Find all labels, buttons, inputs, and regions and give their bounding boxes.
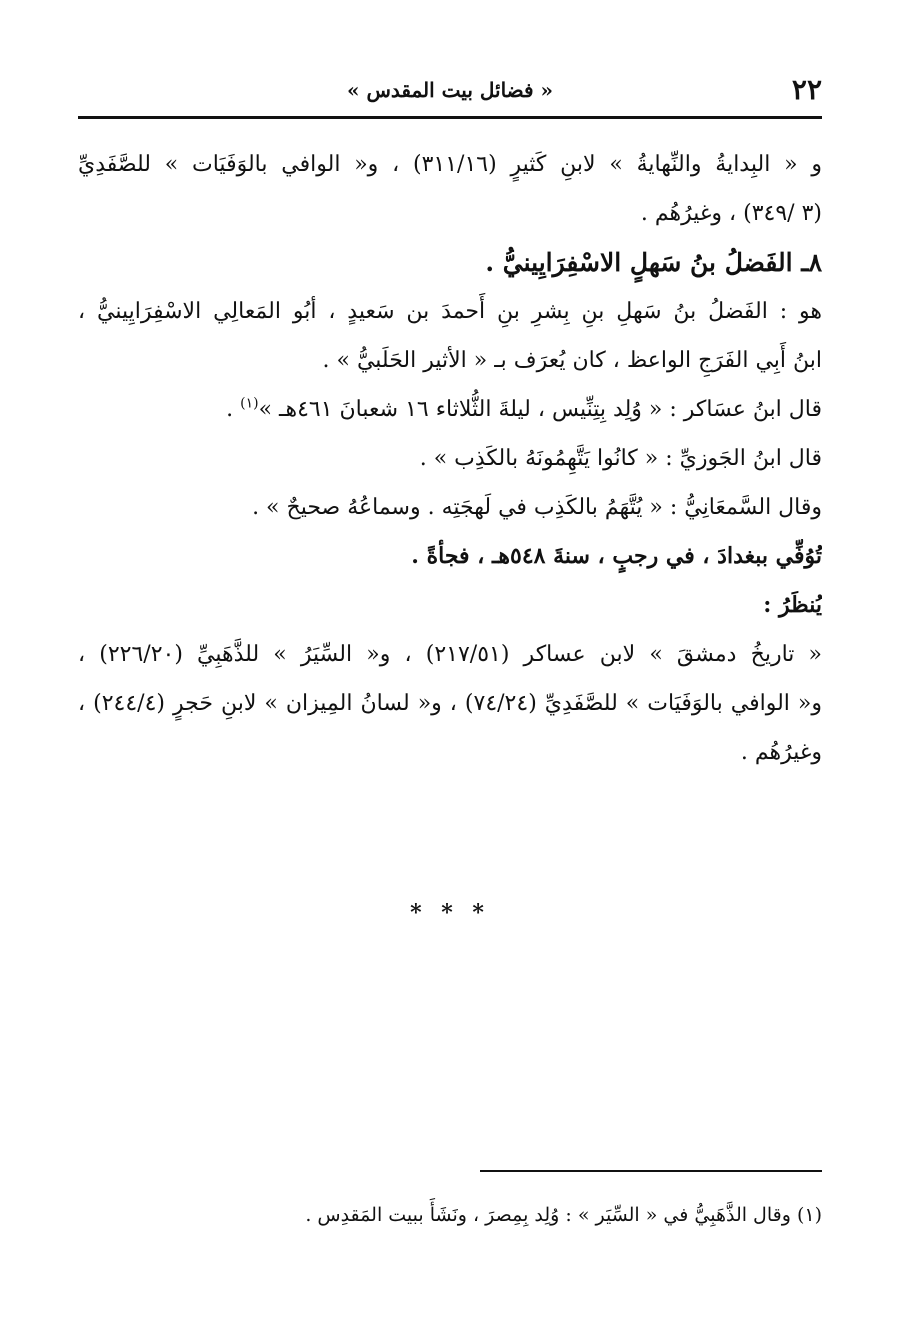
footnote-reference[interactable]: (١) [240,395,259,412]
text-line: و« الوافي بالوَفَيَات » للصَّفَدِيِّ (٧٤/٢٤) ، و« لسانُ المِيزان » لابنِ حَجرٍ (٢٤٤/٤) ، [78,691,822,716]
text-line: وغيرُهُم . [740,740,822,765]
see-also-label: يُنظَرُ : [763,592,822,618]
footnote-rule [480,1170,822,1172]
text-line-end: . [226,397,241,422]
entry-heading: ٨ـ الفَضلُ بنُ سَهلٍ الاسْفِرَايِينيُّ . [485,248,822,277]
text-line: « تاريخُ دمشقَ » لابن عساكر (٢١٧/٥١) ، و« السِّيَرُ » للذَّهَبِيِّ (٢٢٦/٢٠) ، [78,642,822,667]
text-line: قال ابنُ الجَوزيِّ : « كانُوا يَتَّهِمُونَهُ بالكَذِب » . [419,446,822,471]
text-line [78,385,822,434]
section-separator: * * * [410,900,490,926]
text-line: و « البِدايةُ والنِّهايةُ » لابنِ كَثيرٍ (٣١١/١٦) ، و« الوافي بالوَفَيَات » للصَّفَدِيِّ [78,152,822,177]
text-line: (٣ /٣٤٩) ، وغيرُهُم . [640,201,822,226]
header-rule [78,116,822,119]
running-title: « فضائل بيت المقدس » [346,78,554,102]
text-line: وقال السَّمعَانِيُّ : « يُتَّهَمُ بالكَذِب في لَهجَتِه . وسماعُهُ صحيحٌ » . [252,495,822,520]
footnote: (١) وقال الذَّهَبِيُّ في « السِّيَر » : وُلِد بِمِصرَ ، ونَشَأَ ببيت المَقدِس . [305,1204,822,1226]
text-line-content: قال ابنُ عسَاكر : « وُلِد بِتِنِّيس ، ليلةَ الثُّلاثاء ١٦ شعبانَ ٤٦١هـ » [258,397,822,422]
page-number: ٢٢ [791,73,822,106]
main-text [78,140,822,777]
text-line: ابنُ أَبِي الفَرَجِ الواعظ ، كان يُعرَف بـ « الأثير الحَلَبيُّ » . [322,348,822,373]
page-header [78,70,822,110]
text-line: تُوُفِّي ببغدادَ ، في رجبٍ ، سنةَ ٥٤٨هـ ، فجأةً . [411,543,822,569]
text-line: هو : الفَضلُ بنُ سَهلِ بنِ بِشرِ بنِ أَحمدَ بن سَعيدٍ ، أبُو المَعالِي الاسْفِرَايِينيُّ ، [78,299,822,324]
